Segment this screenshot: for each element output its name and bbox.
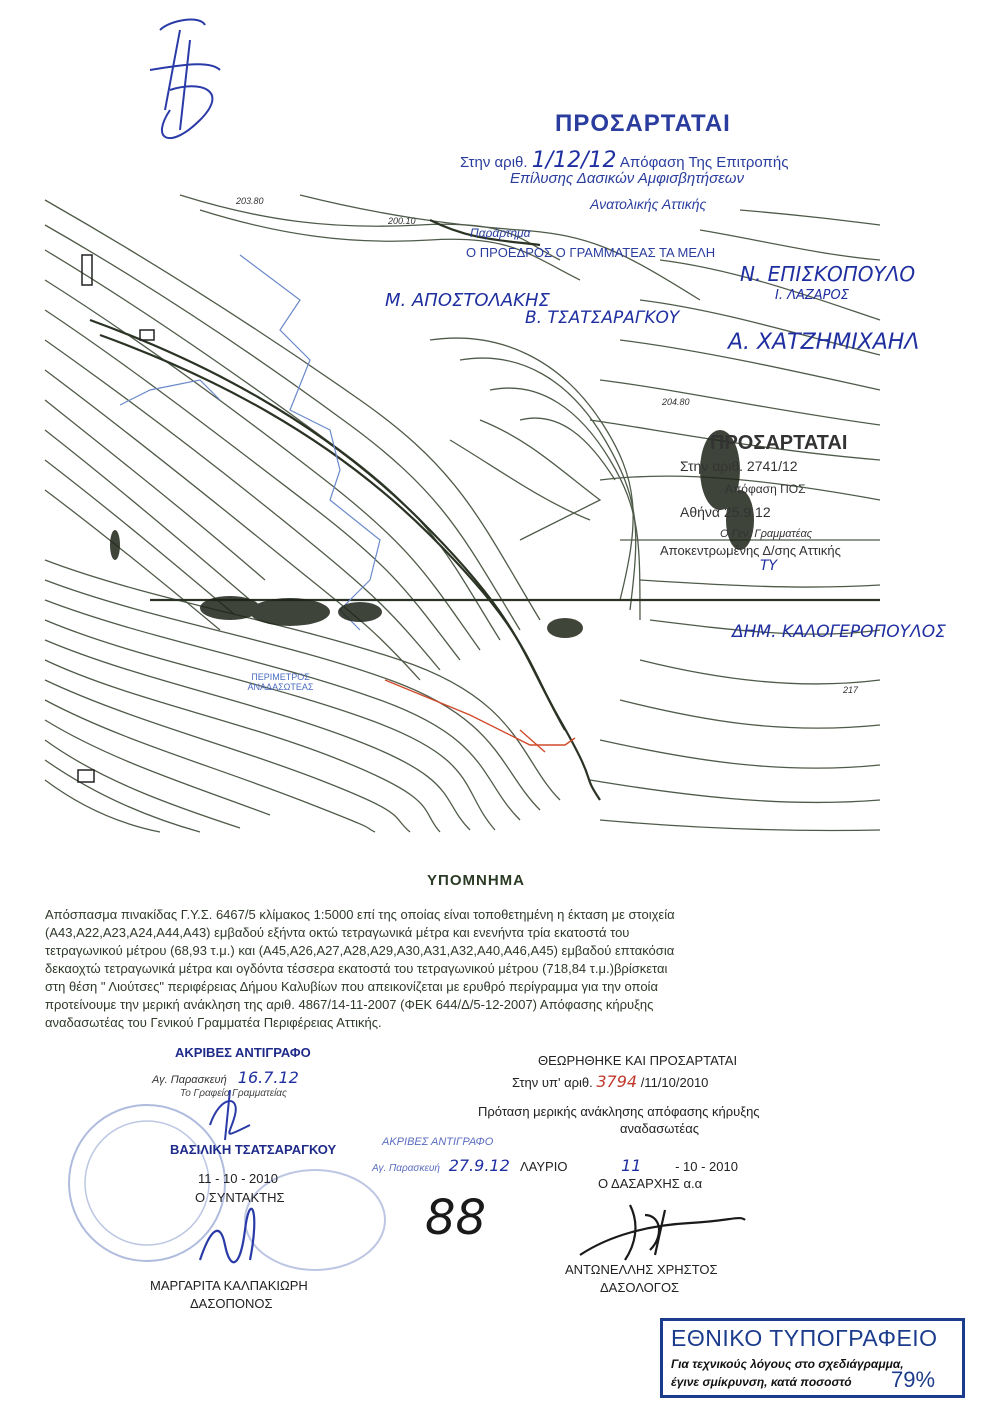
right-ref-num: 3794 bbox=[596, 1072, 638, 1091]
stamp-top-line4: Παράρτημα bbox=[470, 226, 531, 240]
stamp-right-line1: Στην αριθ. 2741/12 bbox=[680, 458, 798, 474]
signature-handwritten: Α. ΧΑΤΖΗΜΙΧΑΗΛ bbox=[728, 330, 920, 355]
ethniko-line1: Για τεχνικούς λόγους στο σχεδιάγραμμα, bbox=[671, 1357, 904, 1371]
right-date-rest: - 10 - 2010 bbox=[675, 1159, 738, 1174]
right-chief: Ο ΔΑΣΑΡΧΗΣ α.α bbox=[598, 1176, 703, 1191]
map-building bbox=[140, 330, 154, 340]
right-ref bbox=[512, 1072, 708, 1091]
stamp-top-title: ΠΡΟΣΑΡΤΑΤΑΙ bbox=[555, 110, 731, 137]
right-ref-prefix: Στην υπ' αριθ. bbox=[512, 1075, 593, 1090]
map-boundary-lines bbox=[120, 255, 380, 630]
ethniko-line2: έγινε σμίκρυνση, κατά ποσοστό bbox=[671, 1375, 852, 1389]
stamp-top-line1-suffix: Απόφαση Της Επιτροπής bbox=[619, 154, 789, 171]
legend-line: τετραγωνικού μέτρου (68,93 τ.μ.) και (Α45,Α26,Α27,Α28,Α29,Α30,Α31,Α32,Α40,Α46,Α45) εμβαδού επτακόσια bbox=[45, 943, 675, 958]
legend-line: στη θέση " Λιούτσες" περιφέρειας Δήμου Καλυβίων που απεικονίζεται με ερυθρό περίγραμμα για την οποία bbox=[45, 979, 658, 994]
mid-place-date bbox=[372, 1156, 510, 1175]
map-elevation-label: 203.80 bbox=[236, 196, 264, 206]
left-author-role: ΔΑΣΟΠΟΝΟΣ bbox=[190, 1296, 273, 1311]
mid-number-hand: 88 bbox=[425, 1190, 487, 1246]
legend-line: (Α43,Α22,Α23,Α24,Α44,Α43) εμβαδού εξήντα οκτώ τετραγωνικά μέτρα και ενενήντα τρία εκατοστά του bbox=[45, 925, 630, 940]
stamp-right-line2: Απόφαση ΠΟΣ bbox=[725, 482, 806, 496]
map-label-perimeter: ΠΕΡΙΜΕΤΡΟΣ ΑΝΑΔΑΣΩΤΕΑΣ bbox=[247, 672, 314, 692]
signature-scribble bbox=[190, 1200, 270, 1280]
right-place-date bbox=[520, 1156, 738, 1175]
stamp-top-line1-prefix: Στην αριθ. bbox=[460, 154, 528, 171]
stamp-right-line3: Αθήνα 25.9.12 bbox=[680, 504, 771, 520]
legend-title: ΥΠΟΜΝΗΜΑ bbox=[427, 872, 525, 889]
left-office: Το Γραφείο Γραμματείας bbox=[180, 1088, 287, 1099]
mid-akrives: ΑΚΡΙΒΕΣ ΑΝΤΙΓΡΑΦΟ bbox=[382, 1136, 494, 1148]
ethniko-title: ΕΘΝΙΚΟ ΤΥΠΟΓΡΑΦΕΙΟ bbox=[671, 1325, 938, 1351]
right-title: ΘΕΩΡΗΘΗΚΕ ΚΑΙ ΠΡΟΣΑΡΤΑΤΑΙ bbox=[538, 1053, 738, 1068]
signature-scribble bbox=[110, 10, 250, 150]
map-elevation-label: 200.10 bbox=[388, 216, 416, 226]
signature-handwritten: Ι. ΛΑΖΑΡΟΣ bbox=[775, 288, 849, 303]
right-signer: ΑΝΤΩΝΕΛΛΗΣ ΧΡΗΣΤΟΣ bbox=[565, 1262, 718, 1277]
map-building bbox=[82, 255, 92, 285]
left-place: Αγ. Παρασκευή bbox=[152, 1074, 227, 1086]
mid-date-hand: 27.9.12 bbox=[448, 1156, 510, 1175]
stamp-top-line1-value: 1/12/12 bbox=[531, 148, 617, 173]
left-role: Ο ΣΥΝΤΑΚΤΗΣ bbox=[195, 1190, 285, 1205]
right-signer-role: ΔΑΣΟΛΟΓΟΣ bbox=[600, 1280, 680, 1295]
signature-handwritten: ΔΗΜ. ΚΑΛΟΓΕΡΟΠΟΥΛΟΣ bbox=[732, 622, 946, 642]
ethniko-typografeio-box bbox=[660, 1318, 965, 1398]
map-building bbox=[78, 770, 94, 782]
stamp-right-title: ΠΡΟΣΑΡΤΑΤΑΙ bbox=[710, 432, 848, 454]
legend-line: αναδασωτέας του Γενικού Γραμματέα Περιφέρειας Αττικής. bbox=[45, 1015, 382, 1030]
legend-line: Απόσπασμα πινακίδας Γ.Υ.Σ. 6467/5 κλίμακος 1:5000 επί της οποίας είναι τοποθετημένη η έκταση με στοιχεία bbox=[45, 907, 675, 922]
right-day: 11 bbox=[621, 1156, 642, 1175]
stamp-top-line2: Επίλυσης Δασικών Αμφισβητήσεων bbox=[510, 170, 744, 187]
right-proposal: αναδασωτέας bbox=[620, 1121, 699, 1136]
stamp-top-line3: Ανατολικής Αττικής bbox=[590, 196, 707, 212]
left-date-hand: 16.7.12 bbox=[237, 1068, 299, 1087]
left-name: ΒΑΣΙΛΙΚΗ ΤΣΑΤΣΑΡΑΓΚΟΥ bbox=[170, 1142, 337, 1157]
stamp-right-line6: ΤΥ bbox=[760, 558, 778, 574]
map-elevation-label: 204.80 bbox=[662, 397, 690, 407]
map-elevation-label: 217 bbox=[843, 685, 859, 695]
legend-line: δεκαοχτώ τετραγωνικά μέτρα και ογδόντα τέσσερα εκατοστά του τετραγωνικού μέτρου (718,84 τ.μ.)βρίσκεται bbox=[45, 961, 668, 976]
signature-handwritten: Μ. ΑΠΟΣΤΟΛΑΚΗΣ bbox=[385, 290, 550, 311]
left-author: ΜΑΡΓΑΡΙΤΑ ΚΑΛΠΑΚΙΩΡΗ bbox=[150, 1278, 308, 1293]
left-date: 11 - 10 - 2010 bbox=[198, 1171, 278, 1186]
legend-line: προτείνουμε την μερική ανάκληση της αριθ. 4867/14-11-2007 (ΦΕΚ 644/Δ/5-12-2007) Απόφασης κήρυξης bbox=[45, 997, 654, 1012]
left-akrives: ΑΚΡΙΒΕΣ ΑΝΤΙΓΡΑΦΟ bbox=[175, 1045, 311, 1060]
right-ref-suffix: /11/10/2010 bbox=[640, 1075, 709, 1090]
legend-body bbox=[45, 906, 945, 1032]
stamp-right-line4: Ο Γεν. Γραμματέας bbox=[720, 528, 813, 540]
ethniko-percent: 79% bbox=[891, 1367, 936, 1392]
right-place: ΛΑΥΡΙΟ bbox=[520, 1159, 568, 1174]
stamp-top-line5: Ο ΠΡΟΕΔΡΟΣ Ο ΓΡΑΜΜΑΤΕΑΣ ΤΑ ΜΕΛΗ bbox=[466, 245, 716, 260]
mid-place: Αγ. Παρασκευή bbox=[372, 1163, 440, 1174]
stamp-right-line5: Αποκεντρωμένης Δ/σης Αττικής bbox=[660, 543, 841, 558]
signature-handwritten: Ν. ΕΠΙΣΚΟΠΟΥΛΟ bbox=[740, 262, 916, 286]
signature-handwritten: Β. ΤΣΑΤΣΑΡΑΓΚΟΥ bbox=[525, 308, 680, 328]
signature-scribble bbox=[200, 1085, 270, 1145]
map-red-perimeter bbox=[385, 680, 575, 752]
right-proposal: Πρόταση μερικής ανάκλησης απόφασης κήρυξης bbox=[478, 1104, 760, 1119]
